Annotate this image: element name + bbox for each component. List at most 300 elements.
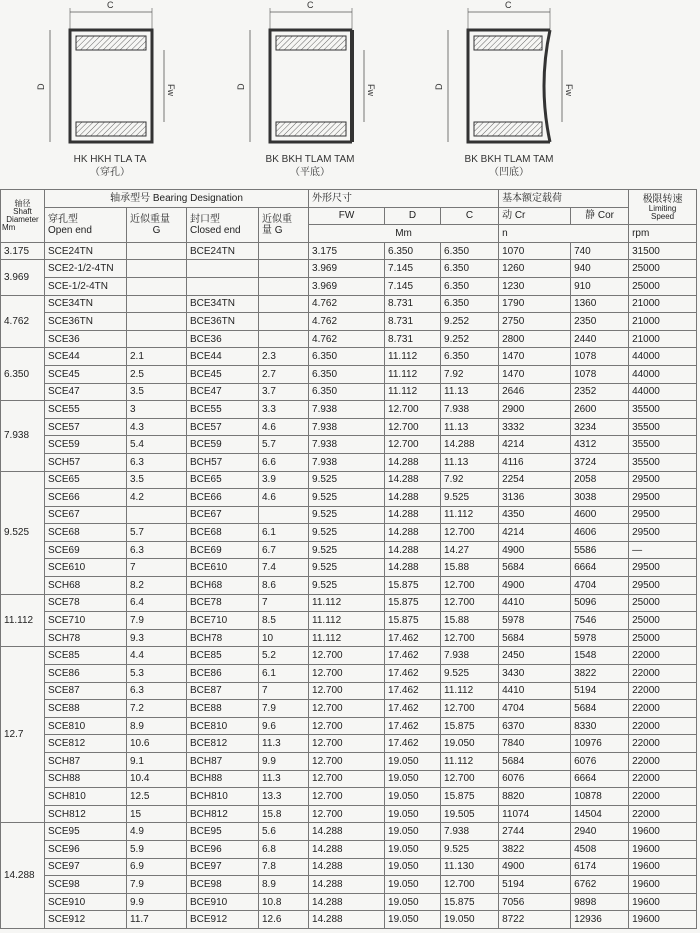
speed-value: 35500 [629, 436, 697, 454]
closed-weight: 5.2 [259, 647, 309, 665]
cor-value: 5194 [571, 682, 629, 700]
open-weight-cn: 近似重量 [130, 213, 170, 225]
fw-value: 7.938 [309, 401, 385, 419]
c-value: 11.13 [441, 383, 499, 401]
open-weight [127, 260, 187, 278]
d-value: 6.350 [385, 242, 441, 260]
c-value: 9.252 [441, 330, 499, 348]
cr-value: 4116 [499, 453, 571, 471]
shaft-diameter: 4.762 [1, 295, 45, 348]
diagram-2-caption-line1: BK BKH TLAM TAM [265, 154, 355, 165]
cor-value: 3822 [571, 665, 629, 683]
d-value: 14.288 [385, 489, 441, 507]
closed-end-model: BCH68 [187, 577, 259, 595]
open-weight [127, 295, 187, 313]
open-weight [127, 242, 187, 260]
closed-weight: 3.7 [259, 383, 309, 401]
d-value: 17.462 [385, 665, 441, 683]
open-type-header [45, 207, 127, 242]
shaft-header-en2: Diameter [6, 214, 39, 224]
diagram-1-label-d: D [36, 83, 46, 90]
diagram-3-caption-line1: BK BKH TLAM TAM [464, 154, 554, 165]
fw-value: 12.700 [309, 770, 385, 788]
c-value: 15.875 [441, 893, 499, 911]
closed-weight: 8.9 [259, 876, 309, 894]
cr-value: 2254 [499, 471, 571, 489]
closed-weight: 2.3 [259, 348, 309, 366]
c-value: 19.050 [441, 735, 499, 753]
table-row [1, 876, 697, 894]
speed-value: 35500 [629, 418, 697, 436]
speed-value: 22000 [629, 717, 697, 735]
open-end-model: SCE910 [45, 893, 127, 911]
c-value: 7.938 [441, 823, 499, 841]
open-end-model: SCE36TN [45, 313, 127, 331]
cr-value: 1790 [499, 295, 571, 313]
closed-end-model: BCE67 [187, 506, 259, 524]
fw-value: 7.938 [309, 436, 385, 454]
fw-value: 7.938 [309, 453, 385, 471]
fw-value: 6.350 [309, 348, 385, 366]
table-row [1, 594, 697, 612]
open-weight: 4.2 [127, 489, 187, 507]
cor-value: 5586 [571, 541, 629, 559]
diagram-3-label-d: D [434, 83, 444, 90]
c-value: 9.525 [441, 665, 499, 683]
open-weight: 15 [127, 805, 187, 823]
open-end-model: SCE96 [45, 840, 127, 858]
cr-value: 7840 [499, 735, 571, 753]
speed-value: 31500 [629, 242, 697, 260]
d-value: 8.731 [385, 295, 441, 313]
diagram-3-label-fw: Fw [564, 84, 574, 96]
speed-value: 19600 [629, 858, 697, 876]
open-weight: 6.9 [127, 858, 187, 876]
cr-value: 6370 [499, 717, 571, 735]
d-value: 17.462 [385, 629, 441, 647]
cr-header: 动 Cr [499, 207, 571, 225]
open-end-model: SCE78 [45, 594, 127, 612]
table-row [1, 753, 697, 771]
closed-weight: 6.8 [259, 840, 309, 858]
cor-value: 6664 [571, 770, 629, 788]
closed-end-model: BCE96 [187, 840, 259, 858]
cr-value: 7056 [499, 893, 571, 911]
cr-value: 4900 [499, 541, 571, 559]
open-end-model: SCE69 [45, 541, 127, 559]
closed-end-model: BCE610 [187, 559, 259, 577]
speed-value: 22000 [629, 805, 697, 823]
open-weight: 3 [127, 401, 187, 419]
speed-value: 22000 [629, 682, 697, 700]
cor-value: 14504 [571, 805, 629, 823]
table-row [1, 717, 697, 735]
table-row [1, 418, 697, 436]
closed-end-model: BCE45 [187, 365, 259, 383]
open-end-model: SCE85 [45, 647, 127, 665]
closed-weight: 6.6 [259, 453, 309, 471]
cor-value: 4508 [571, 840, 629, 858]
diagram-1-caption [10, 153, 210, 179]
table-row [1, 436, 697, 454]
open-end-model: SCE610 [45, 559, 127, 577]
load-header: 基本额定载荷 [499, 190, 629, 208]
closed-weight [259, 295, 309, 313]
load-unit: n [499, 225, 629, 243]
cor-value: 1078 [571, 365, 629, 383]
closed-weight: 9.9 [259, 753, 309, 771]
cr-value: 2646 [499, 383, 571, 401]
open-type-en: Open end [48, 224, 92, 236]
speed-value: 19600 [629, 876, 697, 894]
closed-end-model: BCE24TN [187, 242, 259, 260]
closed-weight: 4.6 [259, 418, 309, 436]
open-weight: 8.9 [127, 717, 187, 735]
shaft-header-en1: Shaft [13, 206, 32, 216]
closed-weight: 12.6 [259, 911, 309, 929]
speed-unit: rpm [629, 225, 697, 243]
open-weight: 5.4 [127, 436, 187, 454]
open-end-model: SCE710 [45, 612, 127, 630]
open-weight: 4.4 [127, 647, 187, 665]
cor-value: 1360 [571, 295, 629, 313]
closed-end-model: BCH88 [187, 770, 259, 788]
open-weight-header [127, 207, 187, 242]
cr-value: 3430 [499, 665, 571, 683]
speed-value: 19600 [629, 911, 697, 929]
open-end-model: SCE95 [45, 823, 127, 841]
c-value: 7.938 [441, 401, 499, 419]
open-weight-unit: G [152, 224, 161, 236]
d-value: 15.875 [385, 594, 441, 612]
table-row [1, 665, 697, 683]
dim-unit: Mm [309, 225, 499, 243]
closed-weight [259, 277, 309, 295]
open-weight: 7 [127, 559, 187, 577]
open-end-model: SCH810 [45, 788, 127, 806]
d-value: 14.288 [385, 453, 441, 471]
open-end-model: SCH78 [45, 629, 127, 647]
c-value: 15.875 [441, 788, 499, 806]
diagram-2-label-d: D [236, 83, 246, 90]
open-end-model: SCE36 [45, 330, 127, 348]
fw-value: 3.175 [309, 242, 385, 260]
open-weight: 12.5 [127, 788, 187, 806]
open-weight: 7.9 [127, 612, 187, 630]
table-row [1, 700, 697, 718]
closed-end-model: BCE812 [187, 735, 259, 753]
c-value: 12.700 [441, 524, 499, 542]
speed-value: 19600 [629, 823, 697, 841]
open-weight [127, 506, 187, 524]
open-weight [127, 277, 187, 295]
open-end-model: SCH57 [45, 453, 127, 471]
d-value: 12.700 [385, 401, 441, 419]
closed-end-model: BCE59 [187, 436, 259, 454]
diagram-1-label-c: C [107, 0, 114, 10]
open-weight: 9.9 [127, 893, 187, 911]
c-value: 12.700 [441, 700, 499, 718]
open-weight: 6.4 [127, 594, 187, 612]
c-value: 11.130 [441, 858, 499, 876]
closed-end-model: BCE47 [187, 383, 259, 401]
speed-value: 19600 [629, 893, 697, 911]
open-end-model: SCE812 [45, 735, 127, 753]
cr-value: 2750 [499, 313, 571, 331]
c-value: 9.525 [441, 489, 499, 507]
cor-value: 8330 [571, 717, 629, 735]
cor-value: 4704 [571, 577, 629, 595]
table-row [1, 242, 697, 260]
cr-value: 4350 [499, 506, 571, 524]
fw-value: 14.288 [309, 911, 385, 929]
open-weight: 10.6 [127, 735, 187, 753]
d-value: 17.462 [385, 717, 441, 735]
table-row [1, 911, 697, 929]
diagram-1-caption-line2: （穿孔） [90, 167, 130, 178]
d-value: 11.112 [385, 348, 441, 366]
cr-value: 8722 [499, 911, 571, 929]
closed-end-model: BCE97 [187, 858, 259, 876]
d-value: 19.050 [385, 858, 441, 876]
d-value: 7.145 [385, 277, 441, 295]
table-row [1, 770, 697, 788]
table-row [1, 788, 697, 806]
table-row [1, 541, 697, 559]
shaft-header-cn: 轴径 [14, 198, 31, 208]
open-weight: 5.9 [127, 840, 187, 858]
c-value: 11.112 [441, 753, 499, 771]
closed-weight: 3.3 [259, 401, 309, 419]
table-row [1, 612, 697, 630]
c-value: 12.700 [441, 577, 499, 595]
cr-value: 11074 [499, 805, 571, 823]
cor-value: 3038 [571, 489, 629, 507]
open-end-model: SCH68 [45, 577, 127, 595]
d-value: 8.731 [385, 313, 441, 331]
closed-end-model: BCE55 [187, 401, 259, 419]
fw-value: 12.700 [309, 717, 385, 735]
table-row [1, 823, 697, 841]
speed-value: 25000 [629, 594, 697, 612]
open-end-model: SCE97 [45, 858, 127, 876]
table-row [1, 524, 697, 542]
d-value: 7.145 [385, 260, 441, 278]
closed-weight-header [259, 207, 309, 242]
diagram-3-caption [409, 153, 609, 179]
closed-weight: 10 [259, 629, 309, 647]
cor-value: 6076 [571, 753, 629, 771]
c-value: 6.350 [441, 277, 499, 295]
speed-value: 29500 [629, 471, 697, 489]
c-value: 14.288 [441, 436, 499, 454]
cor-value: 3234 [571, 418, 629, 436]
closed-end-model: BCH87 [187, 753, 259, 771]
fw-value: 12.700 [309, 788, 385, 806]
open-end-model: SCE44 [45, 348, 127, 366]
d-value: 14.288 [385, 559, 441, 577]
open-end-model: SCH812 [45, 805, 127, 823]
closed-end-model: BCE710 [187, 612, 259, 630]
cr-value: 5684 [499, 753, 571, 771]
table-row [1, 295, 697, 313]
open-weight [127, 330, 187, 348]
cr-value: 3332 [499, 418, 571, 436]
open-end-model: SCE912 [45, 911, 127, 929]
table-row [1, 647, 697, 665]
diagram-closed-flat [236, 0, 376, 142]
cr-value: 3136 [499, 489, 571, 507]
fw-value: 9.525 [309, 577, 385, 595]
d-header: D [385, 207, 441, 225]
cr-value: 1070 [499, 242, 571, 260]
shaft-header-unit: Mm [2, 222, 16, 232]
speed-value: 22000 [629, 647, 697, 665]
cor-value: 4606 [571, 524, 629, 542]
speed-value: 44000 [629, 365, 697, 383]
closed-weight [259, 313, 309, 331]
closed-end-model: BCH57 [187, 453, 259, 471]
closed-weight: 8.6 [259, 577, 309, 595]
table-row [1, 489, 697, 507]
d-value: 17.462 [385, 735, 441, 753]
closed-weight [259, 242, 309, 260]
closed-weight: 7.4 [259, 559, 309, 577]
table-row [1, 577, 697, 595]
open-weight: 7.9 [127, 876, 187, 894]
cor-value: 2600 [571, 401, 629, 419]
fw-value: 9.525 [309, 489, 385, 507]
closed-end-model: BCE36TN [187, 313, 259, 331]
speed-value: 22000 [629, 700, 697, 718]
cor-value: 910 [571, 277, 629, 295]
open-weight: 6.3 [127, 541, 187, 559]
cr-value: 1260 [499, 260, 571, 278]
fw-value: 14.288 [309, 893, 385, 911]
designation-header: 轴承型号 Bearing Designation [45, 190, 309, 208]
d-value: 17.462 [385, 700, 441, 718]
diagram-1-label-fw: Fw [166, 84, 176, 96]
c-value: 12.700 [441, 629, 499, 647]
closed-weight: 6.1 [259, 524, 309, 542]
diagram-1-caption-line1: HK HKH TLA TA [73, 154, 147, 165]
c-value: 15.875 [441, 717, 499, 735]
speed-value: 21000 [629, 313, 697, 331]
table-row [1, 735, 697, 753]
speed-value: 44000 [629, 348, 697, 366]
cor-value: 9898 [571, 893, 629, 911]
closed-end-model: BCH78 [187, 629, 259, 647]
c-value: 11.112 [441, 682, 499, 700]
closed-end-model: BCE57 [187, 418, 259, 436]
cor-value: 7546 [571, 612, 629, 630]
c-value: 7.92 [441, 471, 499, 489]
closed-type-cn: 封口型 [190, 213, 220, 225]
closed-end-model: BCE810 [187, 717, 259, 735]
closed-weight [259, 260, 309, 278]
c-value: 7.938 [441, 647, 499, 665]
fw-value: 14.288 [309, 840, 385, 858]
speed-value: 21000 [629, 295, 697, 313]
closed-weight: 3.9 [259, 471, 309, 489]
cor-value: 740 [571, 242, 629, 260]
d-value: 14.288 [385, 471, 441, 489]
cr-value: 4214 [499, 436, 571, 454]
cor-value: 940 [571, 260, 629, 278]
cor-value: 5096 [571, 594, 629, 612]
closed-weight: 11.3 [259, 735, 309, 753]
closed-type-en: Closed end [190, 224, 241, 236]
open-end-model: SCE67 [45, 506, 127, 524]
closed-weight: 7 [259, 682, 309, 700]
cor-value: 2440 [571, 330, 629, 348]
c-value: 19.505 [441, 805, 499, 823]
cr-value: 4900 [499, 858, 571, 876]
speed-value: 35500 [629, 453, 697, 471]
speed-value: 22000 [629, 788, 697, 806]
open-end-model: SCE45 [45, 365, 127, 383]
closed-end-model: BCE86 [187, 665, 259, 683]
closed-weight: 10.8 [259, 893, 309, 911]
closed-end-model: BCE78 [187, 594, 259, 612]
diagram-closed-concave [434, 0, 574, 142]
fw-value: 11.112 [309, 612, 385, 630]
c-value: 11.13 [441, 418, 499, 436]
cr-value: 2800 [499, 330, 571, 348]
open-weight: 2.1 [127, 348, 187, 366]
c-value: 9.252 [441, 313, 499, 331]
open-end-model: SCE88 [45, 700, 127, 718]
closed-weight: 8.5 [259, 612, 309, 630]
fw-value: 12.700 [309, 753, 385, 771]
fw-value: 12.700 [309, 700, 385, 718]
shaft-diameter: 3.969 [1, 260, 45, 295]
c-value: 12.700 [441, 876, 499, 894]
cr-value: 1470 [499, 348, 571, 366]
fw-value: 3.969 [309, 277, 385, 295]
closed-weight: 6.7 [259, 541, 309, 559]
c-value: 7.92 [441, 365, 499, 383]
diagram-2-caption [210, 153, 410, 179]
open-end-model: SCE24TN [45, 242, 127, 260]
speed-value: 22000 [629, 770, 697, 788]
shaft-diameter: 11.112 [1, 594, 45, 647]
open-weight: 2.5 [127, 365, 187, 383]
table-row [1, 682, 697, 700]
cor-value: 4600 [571, 506, 629, 524]
closed-end-model: BCE85 [187, 647, 259, 665]
open-weight: 4.9 [127, 823, 187, 841]
table-body [1, 242, 697, 928]
fw-value: 12.700 [309, 735, 385, 753]
open-weight: 3.5 [127, 383, 187, 401]
open-weight: 9.3 [127, 629, 187, 647]
cr-value: 2900 [499, 401, 571, 419]
cr-value: 5684 [499, 629, 571, 647]
speed-header-cn: 极限转速 [642, 193, 683, 205]
cor-header: 静 Cor [571, 207, 629, 225]
closed-end-model: BCE910 [187, 893, 259, 911]
table-row [1, 348, 697, 366]
d-value: 14.288 [385, 506, 441, 524]
open-weight: 11.7 [127, 911, 187, 929]
diagram-2-label-fw: Fw [366, 84, 376, 96]
d-value: 8.731 [385, 330, 441, 348]
closed-weight [259, 506, 309, 524]
closed-end-model: BCE88 [187, 700, 259, 718]
closed-weight: 7.9 [259, 700, 309, 718]
cor-value: 1078 [571, 348, 629, 366]
